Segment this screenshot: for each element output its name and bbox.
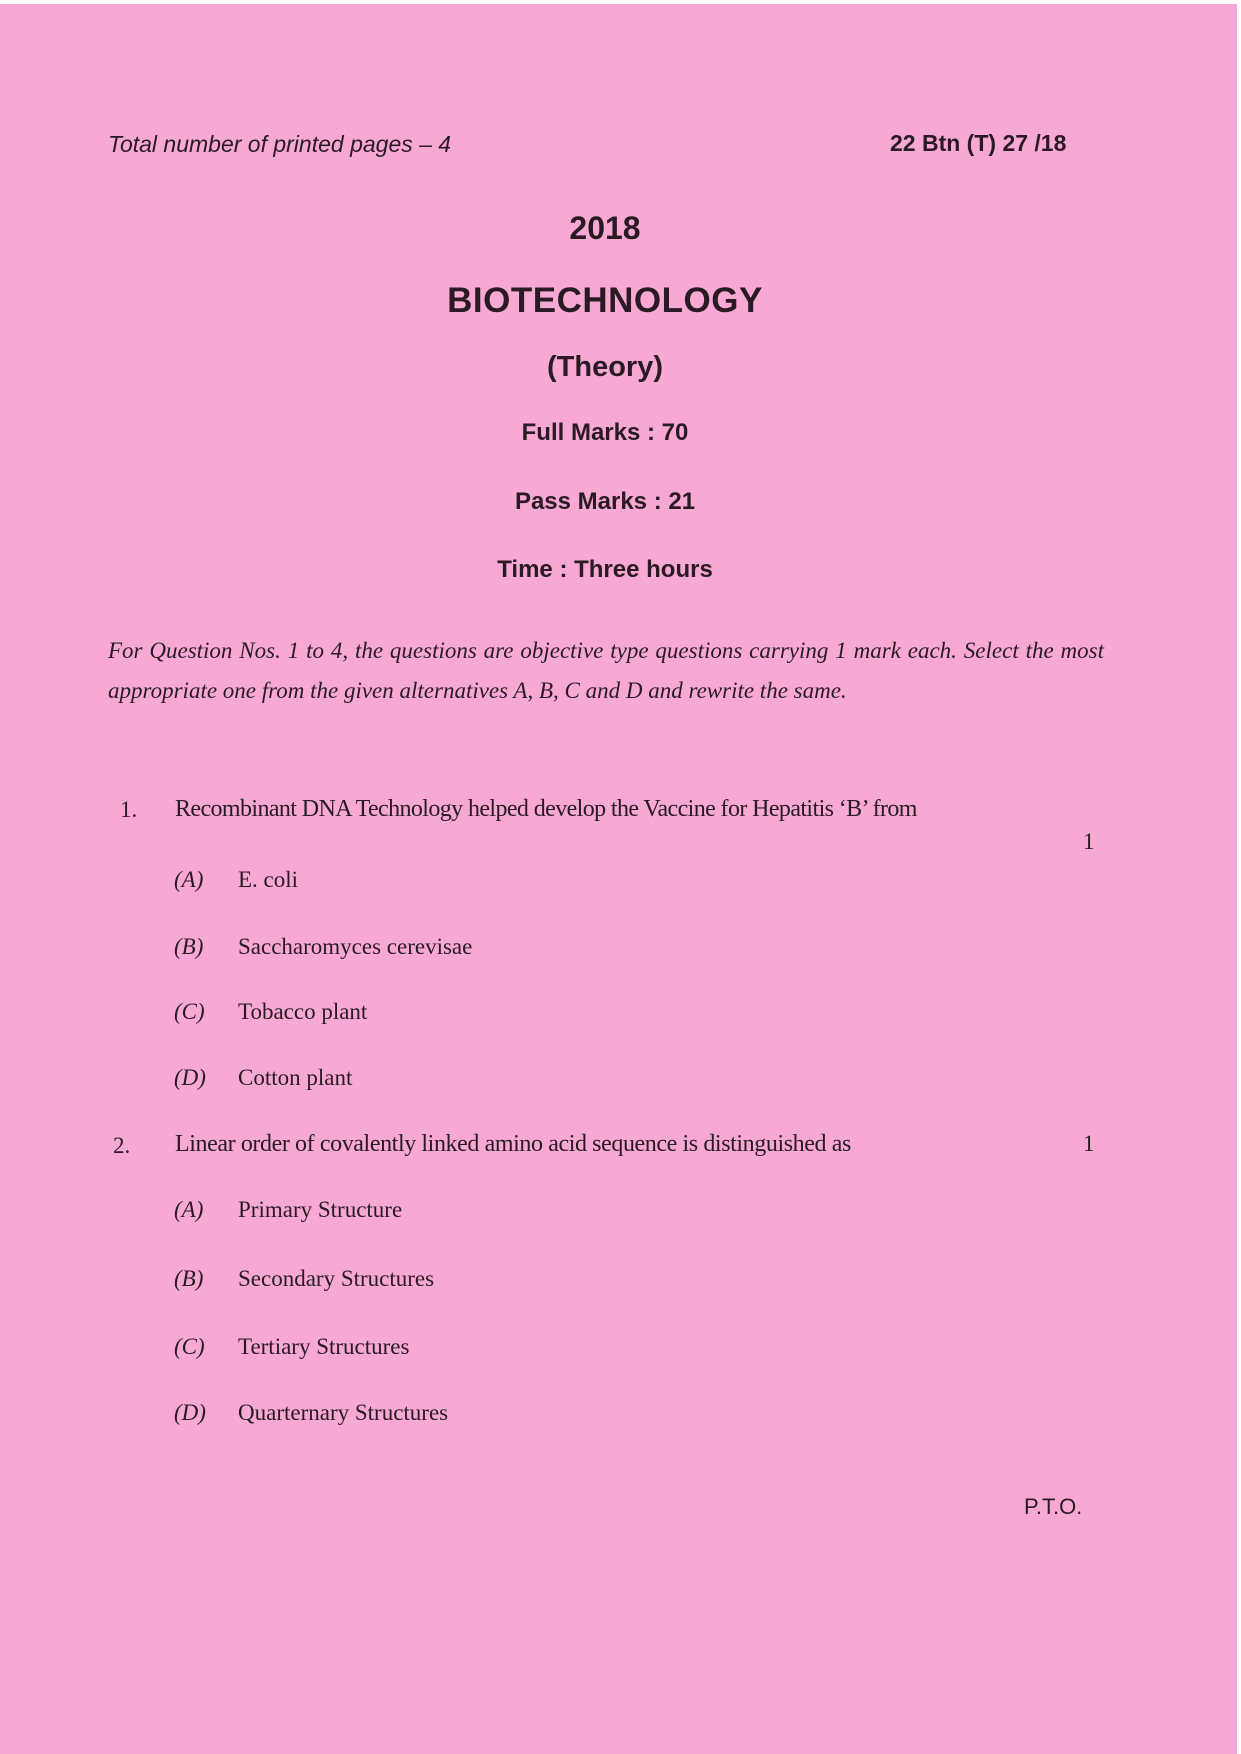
option-letter: (D) <box>174 1400 206 1425</box>
option-letter: (B) <box>174 934 204 959</box>
instructions: For Question Nos. 1 to 4, the questions are objective type questions carrying 1 mark each. Select the most appropriate one from the given alternatives A, B, C and D and rewrite the same. <box>108 638 1104 703</box>
printed-pages-note: Total number of printed pages – 4 <box>108 131 452 157</box>
exam-year: 2018 <box>569 210 641 246</box>
option-text: Quarternary Structures <box>238 1400 449 1425</box>
option-text: Tobacco plant <box>238 999 368 1024</box>
option-letter: (A) <box>174 867 204 892</box>
option-text: Tertiary Structures <box>238 1334 410 1359</box>
option-letter: (A) <box>174 1197 204 1222</box>
paper-type: (Theory) <box>547 351 663 383</box>
full-marks: Full Marks : 70 <box>521 419 689 446</box>
question-number: 2. <box>113 1133 131 1158</box>
option-letter: (C) <box>174 999 205 1024</box>
scan-border-right <box>1237 0 1241 1754</box>
scan-border-top <box>0 0 1241 4</box>
please-turn-over: P.T.O. <box>1024 1494 1083 1519</box>
question-text: Recombinant DNA Technology helped develop the Vaccine for Hepatitis ‘B’ from <box>175 796 917 822</box>
question-text: Linear order of covalently linked amino acid sequence is distinguished as <box>175 1131 851 1157</box>
question-marks: 1 <box>1083 1131 1095 1156</box>
pass-marks: Pass Marks : 21 <box>514 488 696 515</box>
option-letter: (B) <box>174 1266 204 1291</box>
question-number: 1. <box>120 797 138 822</box>
paper-code: 22 Btn (T) 27 /18 <box>890 130 1067 156</box>
option-text: E. coli <box>238 867 299 892</box>
subject-title: BIOTECHNOLOGY <box>447 281 763 320</box>
option-text: Primary Structure <box>238 1197 403 1222</box>
question-marks: 1 <box>1083 829 1095 854</box>
option-text: Secondary Structures <box>238 1266 435 1291</box>
option-text: Cotton plant <box>238 1065 353 1090</box>
exam-time: Time : Three hours <box>497 556 713 583</box>
option-letter: (C) <box>174 1334 205 1359</box>
option-letter: (D) <box>174 1065 206 1090</box>
option-text: Saccharomyces cerevisae <box>238 934 473 959</box>
